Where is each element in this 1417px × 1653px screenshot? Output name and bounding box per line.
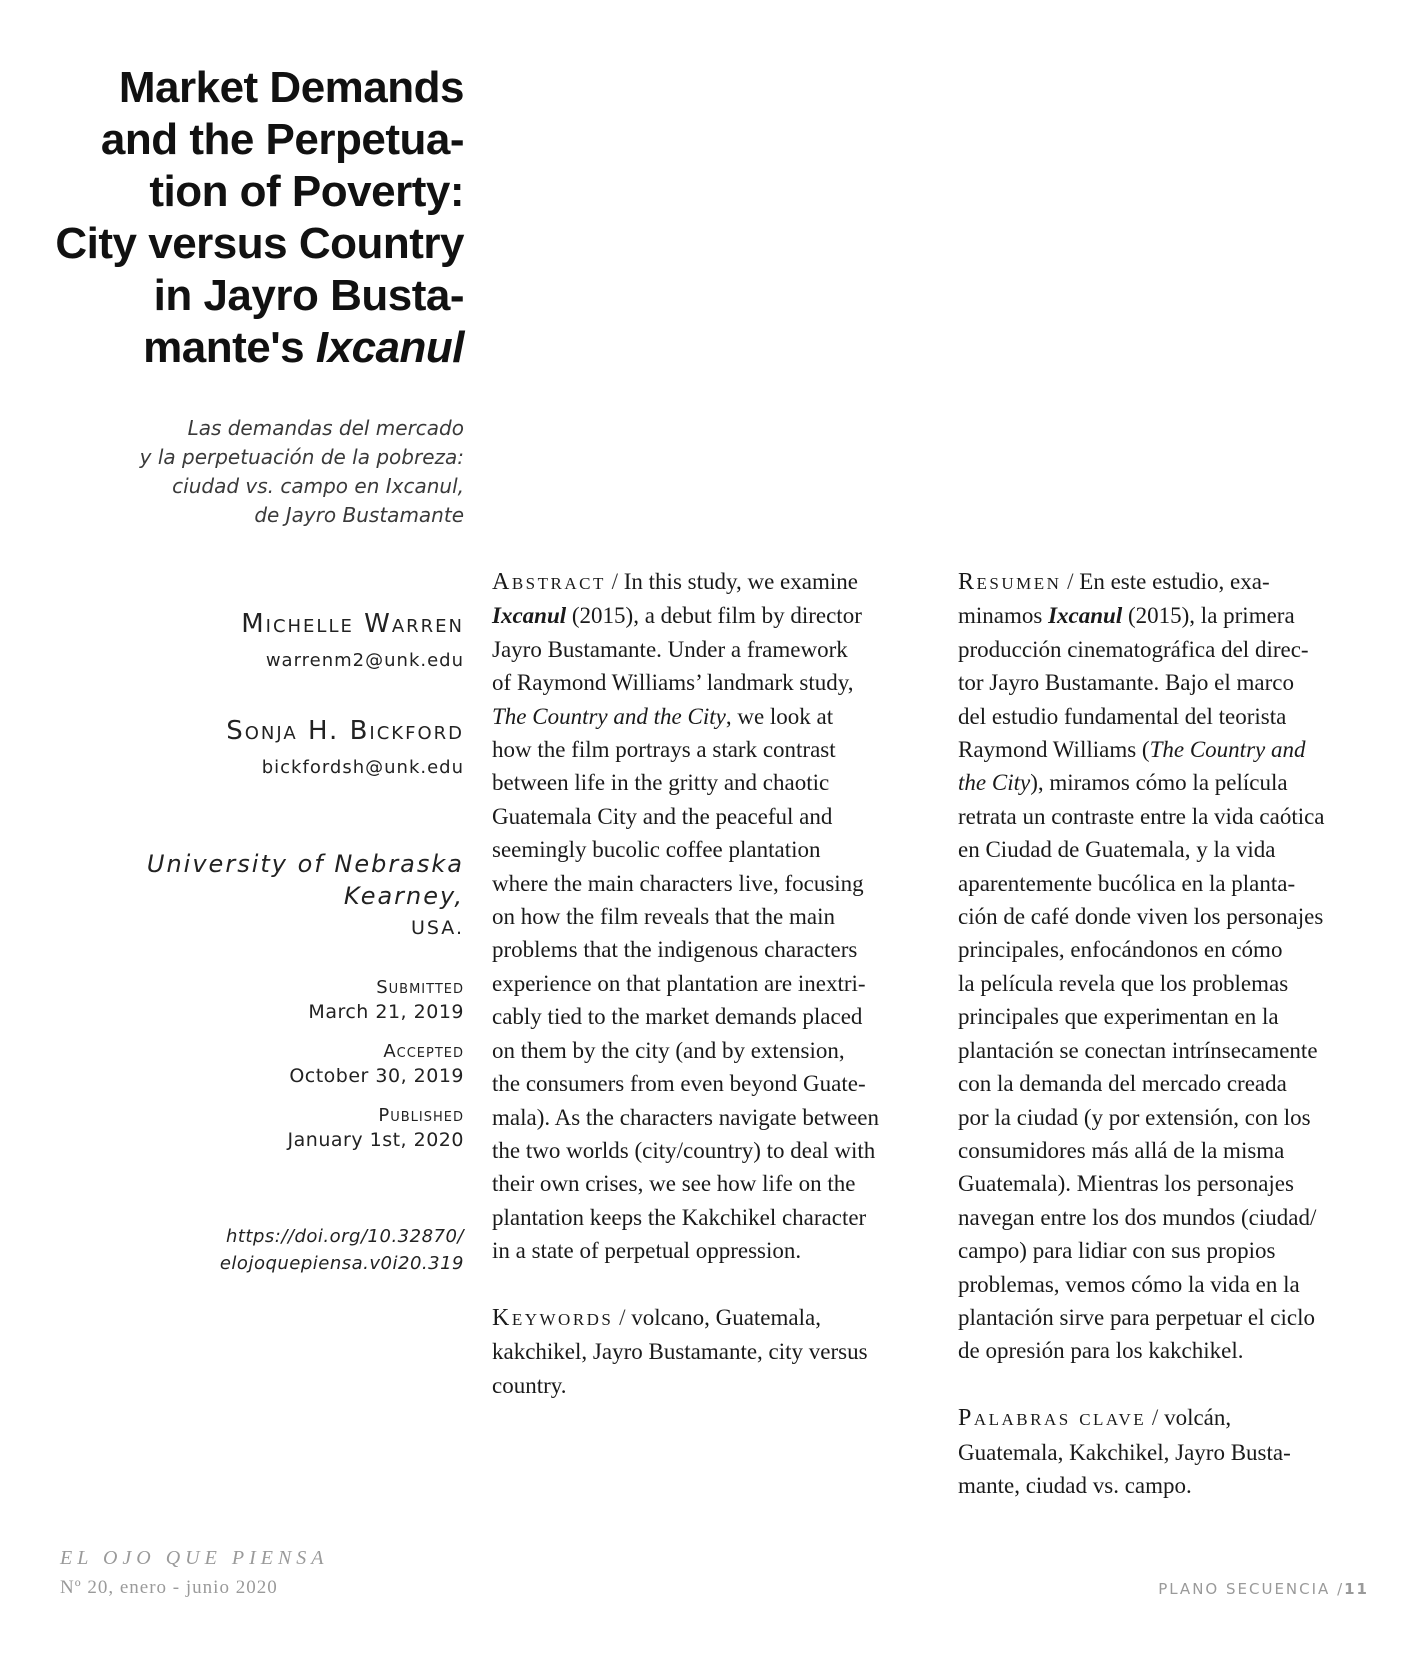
title-line: Market Demands [118, 63, 464, 112]
title-line: tion of Poverty: [149, 167, 464, 216]
paragraph-gap [958, 1368, 1374, 1401]
author-email[interactable]: bickfordsh@unk.edu [261, 757, 464, 778]
doi-line[interactable]: elojoquepiensa.v0i20.319 [219, 1253, 464, 1274]
resumen-label: Resumen [958, 569, 1062, 595]
abstract-line: plantation keeps the Kakchikel character [492, 1204, 867, 1230]
date-value: October 30, 2019 [289, 1065, 464, 1087]
resumen-line: problemas, vemos cómo la vida en la [958, 1271, 1300, 1297]
resumen-line: campo) para lidiar con sus propios [958, 1238, 1276, 1264]
title-text: mante's [143, 323, 316, 372]
affiliation-line: University of Nebraska [146, 850, 464, 878]
resumen-line: principales, enfocándonos en cómo [958, 937, 1283, 963]
spanish-subtitle [40, 414, 464, 530]
abstract-line: problems that the indigenous characters [492, 937, 858, 963]
section-name: PLANO SECUENCIA / [1158, 1580, 1345, 1598]
abstract-line: experience on that plantation are inextri- [492, 970, 866, 996]
accepted-date [40, 1039, 464, 1089]
title-line: City versus Country [55, 219, 464, 268]
subtitle-line: Las demandas del mercado [187, 416, 464, 440]
palabras-clave-label: Palabras clave [958, 1405, 1147, 1432]
spanish-abstract-column [958, 565, 1374, 1502]
issue-info: Nº 20, enero - junio 2020 [60, 1577, 278, 1598]
abstract-line: on how the film reveals that the main [492, 904, 835, 930]
abstract-line: mala). As the characters navigate between [492, 1104, 879, 1130]
author-name: Sonja H. Bickford [226, 716, 464, 746]
resumen-line: producción cinematográfica del direc- [958, 636, 1309, 662]
resumen-line [958, 733, 1374, 766]
affiliation-country: USA. [410, 917, 464, 939]
abstract-line [492, 565, 932, 599]
separator: / [605, 569, 624, 594]
resumen-text: ), miramos cómo la película [1030, 770, 1288, 796]
resumen-line: de opresión para los kakchikel. [958, 1338, 1244, 1364]
resumen-text: Raymond Williams ( [958, 737, 1150, 763]
date-value: March 21, 2019 [308, 1001, 464, 1023]
date-label: Published [378, 1105, 464, 1126]
resumen-line: en Ciudad de Guatemala, y la vida [958, 837, 1276, 863]
separator: / [1061, 569, 1080, 594]
palabras-clave-line: Guatemala, Kakchikel, Jayro Busta- [958, 1439, 1291, 1465]
abstract-line: Jayro Bustamante. Under a framework [492, 636, 848, 662]
author-name: Michelle Warren [241, 609, 464, 639]
section-footer [1158, 1580, 1369, 1598]
date-label: Accepted [383, 1041, 464, 1062]
journal-name: EL OJO QUE PIENSA [60, 1547, 329, 1569]
abstract-line: on them by the city (and by extension, [492, 1037, 845, 1063]
paragraph-gap [492, 1268, 932, 1301]
resumen-line: navegan entre los dos mundos (ciudad/ [958, 1204, 1317, 1230]
affiliation [40, 848, 464, 944]
subtitle-line: y la perpetuación de la pobreza: [139, 445, 464, 469]
date-label: Submitted [376, 977, 464, 998]
title-film-name: Ixcanul [315, 323, 464, 372]
abstract-text: (2015), a debut film by director [566, 603, 862, 629]
resumen-line: principales que experimentan en la [958, 1004, 1279, 1030]
book-title: The Country and [1149, 737, 1306, 763]
abstract-text: In this study, we examine [623, 569, 858, 594]
resumen-line: por la ciudad (y por extensión, con los [958, 1104, 1311, 1130]
author-block [40, 608, 464, 674]
abstract-line: where the main characters live, focusing [492, 870, 864, 896]
book-title: the City [958, 770, 1031, 796]
title-line: in Jayro Busta- [153, 271, 464, 320]
resumen-line: del estudio fundamental del teorista [958, 703, 1287, 729]
keywords-label: Keywords [492, 1304, 614, 1331]
film-title: Ixcanul [1048, 603, 1123, 629]
keywords-text: volcano, Guatemala, [631, 1304, 821, 1330]
abstract-line: of Raymond Williams’ landmark study, [492, 670, 854, 696]
page-number: 11 [1344, 1580, 1369, 1598]
abstract-line [492, 599, 932, 632]
title-line: and the Perpetua- [100, 115, 464, 164]
abstract-line [492, 700, 932, 733]
resumen-line: retrata un contraste entre la vida caótica [958, 803, 1325, 829]
resumen-line: ción de café donde viven los personajes [958, 904, 1324, 930]
resumen-line: la película revela que los problemas [958, 970, 1289, 996]
abstract-line: how the film portrays a stark contrast [492, 737, 836, 763]
abstract-line: cably tied to the market demands placed [492, 1004, 863, 1030]
abstract-line: the consumers from even beyond Guate- [492, 1071, 866, 1097]
separator: / [1146, 1405, 1165, 1431]
doi-line[interactable]: https://doi.org/10.32870/ [225, 1226, 464, 1247]
resumen-line: plantación se conectan intrínsecamente [958, 1037, 1318, 1063]
english-abstract-column [492, 565, 932, 1402]
date-value: January 1st, 2020 [287, 1129, 464, 1151]
palabras-clave-text: volcán, [1164, 1405, 1232, 1431]
separator: / [613, 1304, 632, 1330]
resumen-text: (2015), la primera [1122, 603, 1295, 629]
subtitle-line: ciudad vs. campo en Ixcanul, [172, 474, 464, 498]
film-title: Ixcanul [492, 603, 567, 629]
author-block [40, 715, 464, 781]
resumen-line: aparentemente bucólica en la planta- [958, 870, 1296, 896]
keywords-line: country. [492, 1372, 567, 1398]
submitted-date [40, 975, 464, 1025]
abstract-line: the two worlds (city/country) to deal with [492, 1137, 876, 1163]
doi-link[interactable] [40, 1223, 464, 1277]
published-date [40, 1103, 464, 1153]
abstract-line: seemingly bucolic coffee plantation [492, 837, 821, 863]
resumen-line: con la demanda del mercado creada [958, 1071, 1287, 1097]
resumen-line: consumidores más allá de la misma [958, 1137, 1285, 1163]
abstract-line: their own crises, we see how life on the [492, 1171, 856, 1197]
keywords-line: kakchikel, Jayro Bustamante, city versus [492, 1339, 868, 1365]
affiliation-line [40, 880, 464, 944]
abstract-line: Guatemala City and the peaceful and [492, 803, 833, 829]
resumen-line [958, 565, 1374, 599]
affiliation-city: Kearney, [343, 882, 464, 910]
resumen-text: minamos [958, 603, 1049, 629]
article-title [40, 62, 464, 374]
abstract-line: in a state of perpetual oppression. [492, 1238, 802, 1264]
resumen-line [958, 766, 1374, 799]
subtitle-line: de Jayro Bustamante [254, 503, 464, 527]
resumen-line: Guatemala). Mientras los personajes [958, 1171, 1294, 1197]
resumen-text: En este estudio, exa- [1079, 569, 1270, 594]
resumen-line [958, 599, 1374, 632]
author-email[interactable]: warrenm2@unk.edu [265, 650, 464, 671]
abstract-line: between life in the gritty and chaotic [492, 770, 830, 796]
abstract-text: , we look at [725, 703, 834, 729]
publication-dates [40, 975, 464, 1167]
keywords-line [492, 1301, 932, 1335]
book-title: The Country and the City [492, 703, 726, 729]
title-line [40, 322, 464, 374]
palabras-clave-line: mante, ciudad vs. campo. [958, 1472, 1192, 1498]
abstract-label: Abstract [492, 569, 606, 595]
palabras-clave-line [958, 1401, 1374, 1435]
resumen-line: plantación sirve para perpetuar el ciclo [958, 1304, 1315, 1330]
resumen-line: tor Jayro Bustamante. Bajo el marco [958, 670, 1294, 696]
